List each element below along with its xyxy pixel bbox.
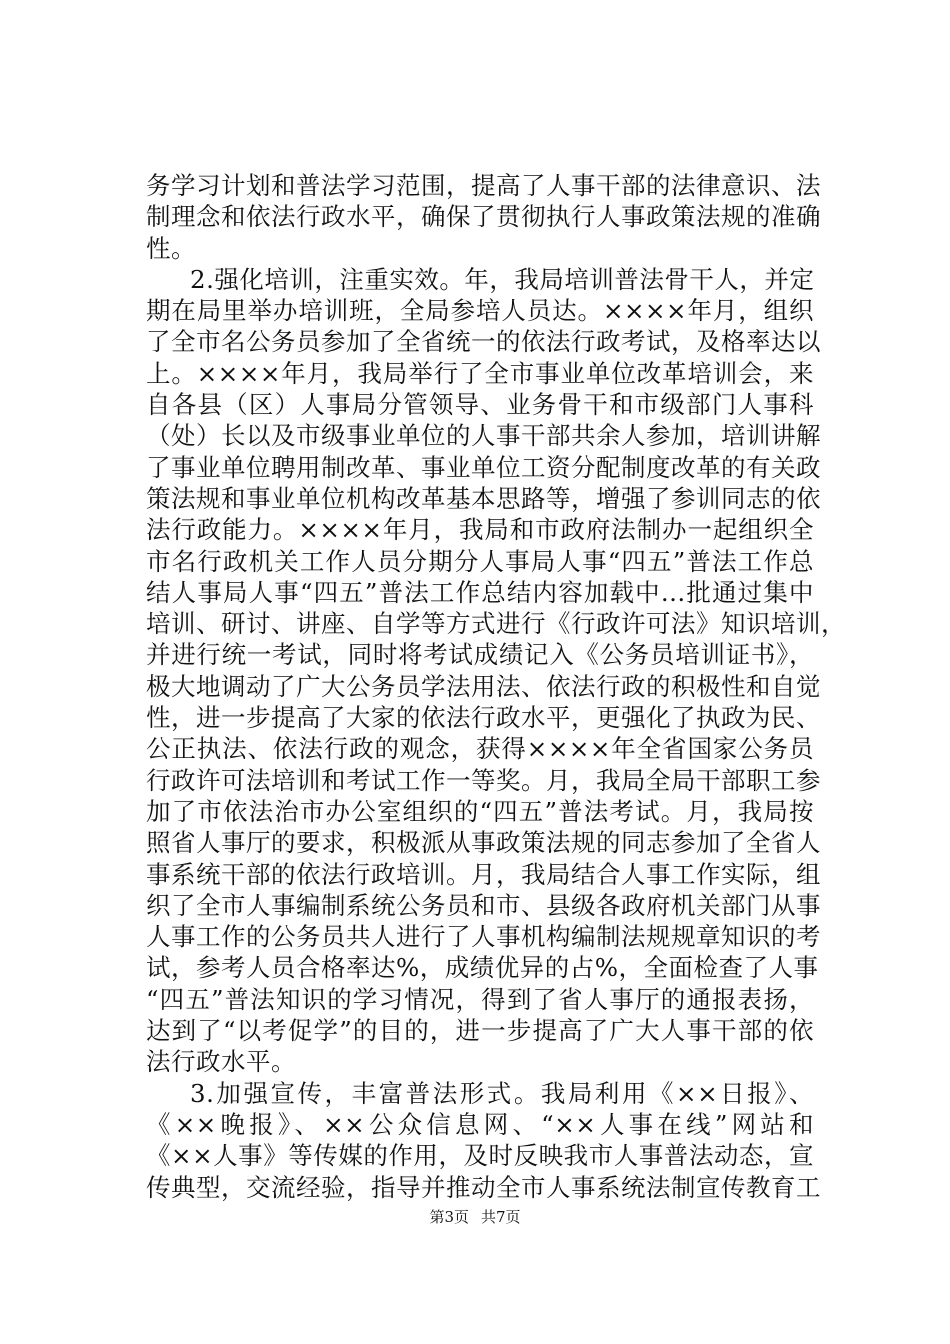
text-line: 2.强化培训，注重实效。年，我局培训普法骨干人，并定 [190,264,815,294]
text-line: 法行政能力。××××年月，我局和市政府法制办一起组织全 [146,515,814,545]
text-line: 达到了“以考促学”的目的，进一步提高了广大人事干部的依 [146,1016,814,1046]
text-line: 传典型，交流经验，指导并推动全市人事系统法制宣传教育工 [146,1172,821,1202]
text-line: 公正执法、依法行政的观念，获得××××年全省国家公务员 [146,734,814,764]
text-line: 极大地调动了广大公务员学法用法、依法行政的积极性和自觉 [146,671,821,701]
text-line: 试，参考人员合格率达%，成绩优异的占%，全面检查了人事 [146,953,819,983]
text-line: 3.加强宣传，丰富普法形式。我局利用《××日报》、 [190,1078,814,1108]
text-line: 结人事局人事“四五”普法工作总结内容加载中...批通过集中 [146,577,814,607]
text-line: 了全市名公务员参加了全省统一的依法行政考试，及格率达以 [146,327,821,357]
text-line: 上。××××年月，我局举行了全市事业单位改革培训会，来 [146,358,814,388]
text-line: 照省人事厅的要求，积极派从事政策法规的同志参加了全省人 [146,828,821,858]
text-line: 期在局里举办培训班，全局参培人员达。××××年月，组织 [146,296,814,326]
text-line: 《××人事》等传媒的作用，及时反映我市人事普法动态，宣 [146,1141,814,1171]
text-line: 了事业单位聘用制改革、事业单位工资分配制度改革的有关政 [146,452,821,482]
text-line: 行政许可法培训和考试工作一等奖。月，我局全局干部职工参 [146,765,821,795]
text-line: 市名行政机关工作人员分期分人事局人事“四五”普法工作总 [146,546,814,576]
text-line: 并进行统一考试，同时将考试成绩记入《公务员培训证书》， [146,640,814,670]
text-line: 法行政水平。 [146,1047,296,1077]
page-total: 共7页 [481,1208,521,1226]
page-number: 第3页 [429,1208,469,1226]
text-line: 织了全市人事编制系统公务员和市、县级各政府机关部门从事 [146,890,821,920]
text-line: 性，进一步提高了大家的依法行政水平，更强化了执政为民、 [146,703,821,733]
text-line: 人事工作的公务员共人进行了人事机构编制法规规章知识的考 [146,922,821,952]
page-footer [0,1207,950,1227]
text-line: 制理念和依法行政水平，确保了贯彻执行人事政策法规的准确 [146,202,821,232]
text-line: 培训、研讨、讲座、自学等方式进行《行政许可法》知识培训， [146,609,846,639]
document-body [146,170,846,1203]
text-line: 加了市依法治市办公室组织的“四五”普法考试。月，我局按 [146,796,814,826]
text-line: 策法规和事业单位机构改革基本思路等，增强了参训同志的依 [146,483,821,513]
text-line: 性。 [146,233,196,263]
text-line: 务学习计划和普法学习范围，提高了人事干部的法律意识、法 [146,171,821,200]
text-line: 事系统干部的依法行政培训。月，我局结合人事工作实际，组 [146,859,821,889]
text-line: 自各县（区）人事局分管领导、业务骨干和市级部门人事科 [146,390,814,420]
text-line: “四五”普法知识的学习情况，得到了省人事厅的通报表扬， [146,984,814,1014]
text-line: （处）长以及市级事业单位的人事干部共余人参加，培训讲解 [146,421,821,451]
text-line: 《××晚报》、××公众信息网、“××人事在线”网站和 [146,1109,814,1139]
